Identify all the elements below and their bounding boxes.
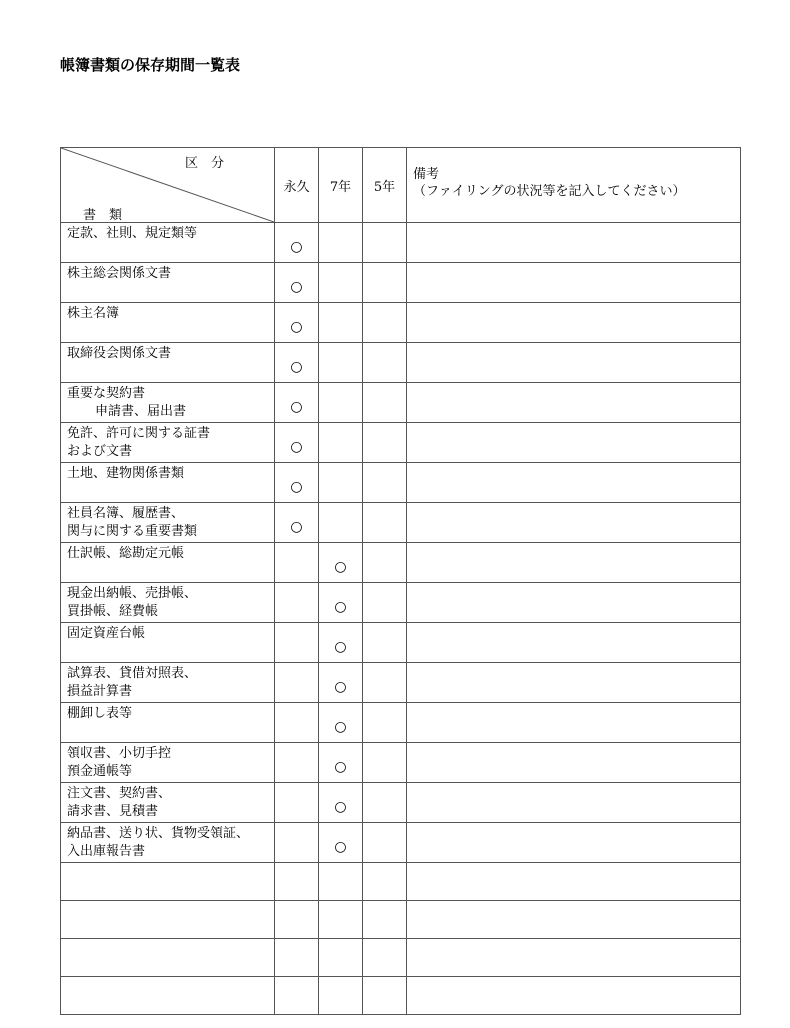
document-name: 固定資産台帳 <box>67 626 146 641</box>
blank-cell <box>275 901 319 939</box>
notes-cell <box>407 823 741 863</box>
table-row <box>61 223 741 263</box>
notes-cell <box>407 543 741 583</box>
five-year-cell <box>363 623 407 663</box>
document-name: 土地、建物関係書類 <box>67 466 185 481</box>
document-name-line2: および文書 <box>67 444 133 459</box>
document-name-line2: 買掛帳、経費帳 <box>67 604 159 619</box>
permanent-cell <box>275 303 319 343</box>
retention-period-table <box>60 147 741 1015</box>
notes-cell <box>407 423 741 463</box>
five-year-cell <box>363 303 407 343</box>
five-year-cell <box>363 543 407 583</box>
document-name: 免許、許可に関する証書 <box>67 426 211 441</box>
document-name: 社員名簿、履歴書、 <box>67 506 185 521</box>
seven-year-cell <box>319 383 363 423</box>
table-row <box>61 503 741 543</box>
permanent-cell <box>275 423 319 463</box>
circle-mark: ○ <box>334 558 347 575</box>
blank-cell <box>319 863 363 901</box>
seven-year-cell <box>319 583 363 623</box>
blank-cell <box>363 939 407 977</box>
document-name-cell <box>61 823 275 863</box>
document-name: 株主名簿 <box>67 306 120 321</box>
table-row <box>61 623 741 663</box>
header-notes-title: 備考 <box>413 167 440 182</box>
table-row <box>61 783 741 823</box>
permanent-cell <box>275 823 319 863</box>
permanent-cell <box>275 223 319 263</box>
document-name: 注文書、契約書、 <box>67 786 172 801</box>
blank-cell <box>275 863 319 901</box>
circle-mark: ○ <box>334 638 347 655</box>
notes-cell <box>407 703 741 743</box>
permanent-cell <box>275 783 319 823</box>
permanent-cell <box>275 663 319 703</box>
blank-cell <box>407 939 741 977</box>
circle-mark: ○ <box>290 358 303 375</box>
document-name-cell <box>61 343 275 383</box>
document-name-cell <box>61 423 275 463</box>
header-document-type-label: 書 類 <box>83 208 123 223</box>
document-name-cell <box>61 703 275 743</box>
circle-mark: ○ <box>334 718 347 735</box>
seven-year-cell <box>319 663 363 703</box>
permanent-cell <box>275 463 319 503</box>
permanent-cell <box>275 703 319 743</box>
seven-year-cell <box>319 623 363 663</box>
blank-cell <box>61 863 275 901</box>
blank-table-row <box>61 977 741 1015</box>
seven-year-cell <box>319 503 363 543</box>
circle-mark: ○ <box>334 758 347 775</box>
blank-cell <box>363 977 407 1015</box>
circle-mark: ○ <box>334 798 347 815</box>
circle-mark: ○ <box>334 678 347 695</box>
table-row <box>61 703 741 743</box>
permanent-cell <box>275 343 319 383</box>
notes-cell <box>407 263 741 303</box>
blank-cell <box>275 939 319 977</box>
five-year-cell <box>363 263 407 303</box>
five-year-cell <box>363 343 407 383</box>
document-name-cell <box>61 743 275 783</box>
document-name: 領収書、小切手控 <box>67 746 172 761</box>
document-name-line2: 関与に関する重要書類 <box>67 524 198 539</box>
table-row <box>61 343 741 383</box>
notes-cell <box>407 783 741 823</box>
document-name: 株主総会関係文書 <box>67 266 172 281</box>
circle-mark: ○ <box>334 598 347 615</box>
blank-table-row <box>61 939 741 977</box>
notes-cell <box>407 303 741 343</box>
notes-cell <box>407 743 741 783</box>
document-name-cell <box>61 783 275 823</box>
blank-cell <box>61 977 275 1015</box>
notes-cell <box>407 383 741 423</box>
five-year-cell <box>363 703 407 743</box>
document-name-cell <box>61 223 275 263</box>
diagonal-header-cell <box>61 148 275 223</box>
blank-cell <box>319 977 363 1015</box>
document-name-cell <box>61 583 275 623</box>
document-name: 取締役会関係文書 <box>67 346 172 361</box>
permanent-cell <box>275 623 319 663</box>
seven-year-cell <box>319 463 363 503</box>
document-name-line2: 預金通帳等 <box>67 764 133 779</box>
table-row <box>61 383 741 423</box>
seven-year-cell <box>319 343 363 383</box>
blank-cell <box>407 901 741 939</box>
circle-mark: ○ <box>290 518 303 535</box>
document-name: 現金出納帳、売掛帳、 <box>67 586 198 601</box>
document-name: 棚卸し表等 <box>67 706 133 721</box>
table-header-row <box>61 148 741 223</box>
circle-mark: ○ <box>290 438 303 455</box>
table-row <box>61 823 741 863</box>
permanent-cell <box>275 583 319 623</box>
header-notes-instruction: （ファイリングの状況等を記入してください） <box>413 184 686 199</box>
blank-cell <box>407 977 741 1015</box>
document-name-line2: 請求書、見積書 <box>67 804 159 819</box>
document-name-line2: 入出庫報告書 <box>67 844 146 859</box>
permanent-cell <box>275 743 319 783</box>
document-name-cell <box>61 543 275 583</box>
permanent-cell <box>275 543 319 583</box>
circle-mark: ○ <box>290 318 303 335</box>
table-row <box>61 743 741 783</box>
header-permanent: 永久 <box>275 148 319 223</box>
document-name-cell <box>61 263 275 303</box>
blank-cell <box>363 863 407 901</box>
header-seven-years: 7年 <box>319 148 363 223</box>
header-category-label: 区 分 <box>185 156 225 171</box>
seven-year-cell <box>319 423 363 463</box>
table-row <box>61 263 741 303</box>
notes-cell <box>407 503 741 543</box>
notes-cell <box>407 343 741 383</box>
document-name-cell <box>61 623 275 663</box>
table-row <box>61 663 741 703</box>
table-row <box>61 423 741 463</box>
document-name: 重要な契約書 <box>67 386 146 401</box>
seven-year-cell <box>319 743 363 783</box>
notes-cell <box>407 663 741 703</box>
header-five-years: 5年 <box>363 148 407 223</box>
blank-table-row <box>61 901 741 939</box>
five-year-cell <box>363 583 407 623</box>
document-name-cell <box>61 303 275 343</box>
table-body <box>61 223 741 1015</box>
five-year-cell <box>363 503 407 543</box>
notes-cell <box>407 583 741 623</box>
document-name: 定款、社則、規定類等 <box>67 226 198 241</box>
notes-cell <box>407 463 741 503</box>
blank-cell <box>319 901 363 939</box>
table-row <box>61 303 741 343</box>
blank-table-row <box>61 863 741 901</box>
seven-year-cell <box>319 263 363 303</box>
blank-cell <box>61 939 275 977</box>
seven-year-cell <box>319 223 363 263</box>
table-row <box>61 583 741 623</box>
notes-cell <box>407 623 741 663</box>
document-title: 帳簿書類の保存期間一覧表 <box>60 56 241 74</box>
blank-cell <box>61 901 275 939</box>
blank-cell <box>363 901 407 939</box>
five-year-cell <box>363 223 407 263</box>
permanent-cell <box>275 503 319 543</box>
table-row <box>61 543 741 583</box>
document-name-cell <box>61 463 275 503</box>
notes-cell <box>407 223 741 263</box>
document-name-line2: 申請書、届出書 <box>95 404 187 419</box>
document-name: 試算表、貸借対照表、 <box>67 666 198 681</box>
circle-mark: ○ <box>290 478 303 495</box>
circle-mark: ○ <box>290 398 303 415</box>
permanent-cell <box>275 263 319 303</box>
five-year-cell <box>363 663 407 703</box>
header-notes <box>407 148 741 223</box>
permanent-cell <box>275 383 319 423</box>
seven-year-cell <box>319 823 363 863</box>
five-year-cell <box>363 383 407 423</box>
seven-year-cell <box>319 543 363 583</box>
document-name: 仕訳帳、総勘定元帳 <box>67 546 185 561</box>
document-name-line2: 損益計算書 <box>67 684 133 699</box>
five-year-cell <box>363 783 407 823</box>
circle-mark: ○ <box>290 278 303 295</box>
blank-cell <box>275 977 319 1015</box>
circle-mark: ○ <box>290 238 303 255</box>
five-year-cell <box>363 423 407 463</box>
seven-year-cell <box>319 703 363 743</box>
document-name-cell <box>61 503 275 543</box>
circle-mark: ○ <box>334 838 347 855</box>
blank-cell <box>407 863 741 901</box>
table-row <box>61 463 741 503</box>
document-name-cell <box>61 383 275 423</box>
seven-year-cell <box>319 303 363 343</box>
five-year-cell <box>363 743 407 783</box>
document-name-cell <box>61 663 275 703</box>
seven-year-cell <box>319 783 363 823</box>
document-name: 納品書、送り状、貨物受領証、 <box>67 826 250 841</box>
blank-cell <box>319 939 363 977</box>
five-year-cell <box>363 823 407 863</box>
five-year-cell <box>363 463 407 503</box>
